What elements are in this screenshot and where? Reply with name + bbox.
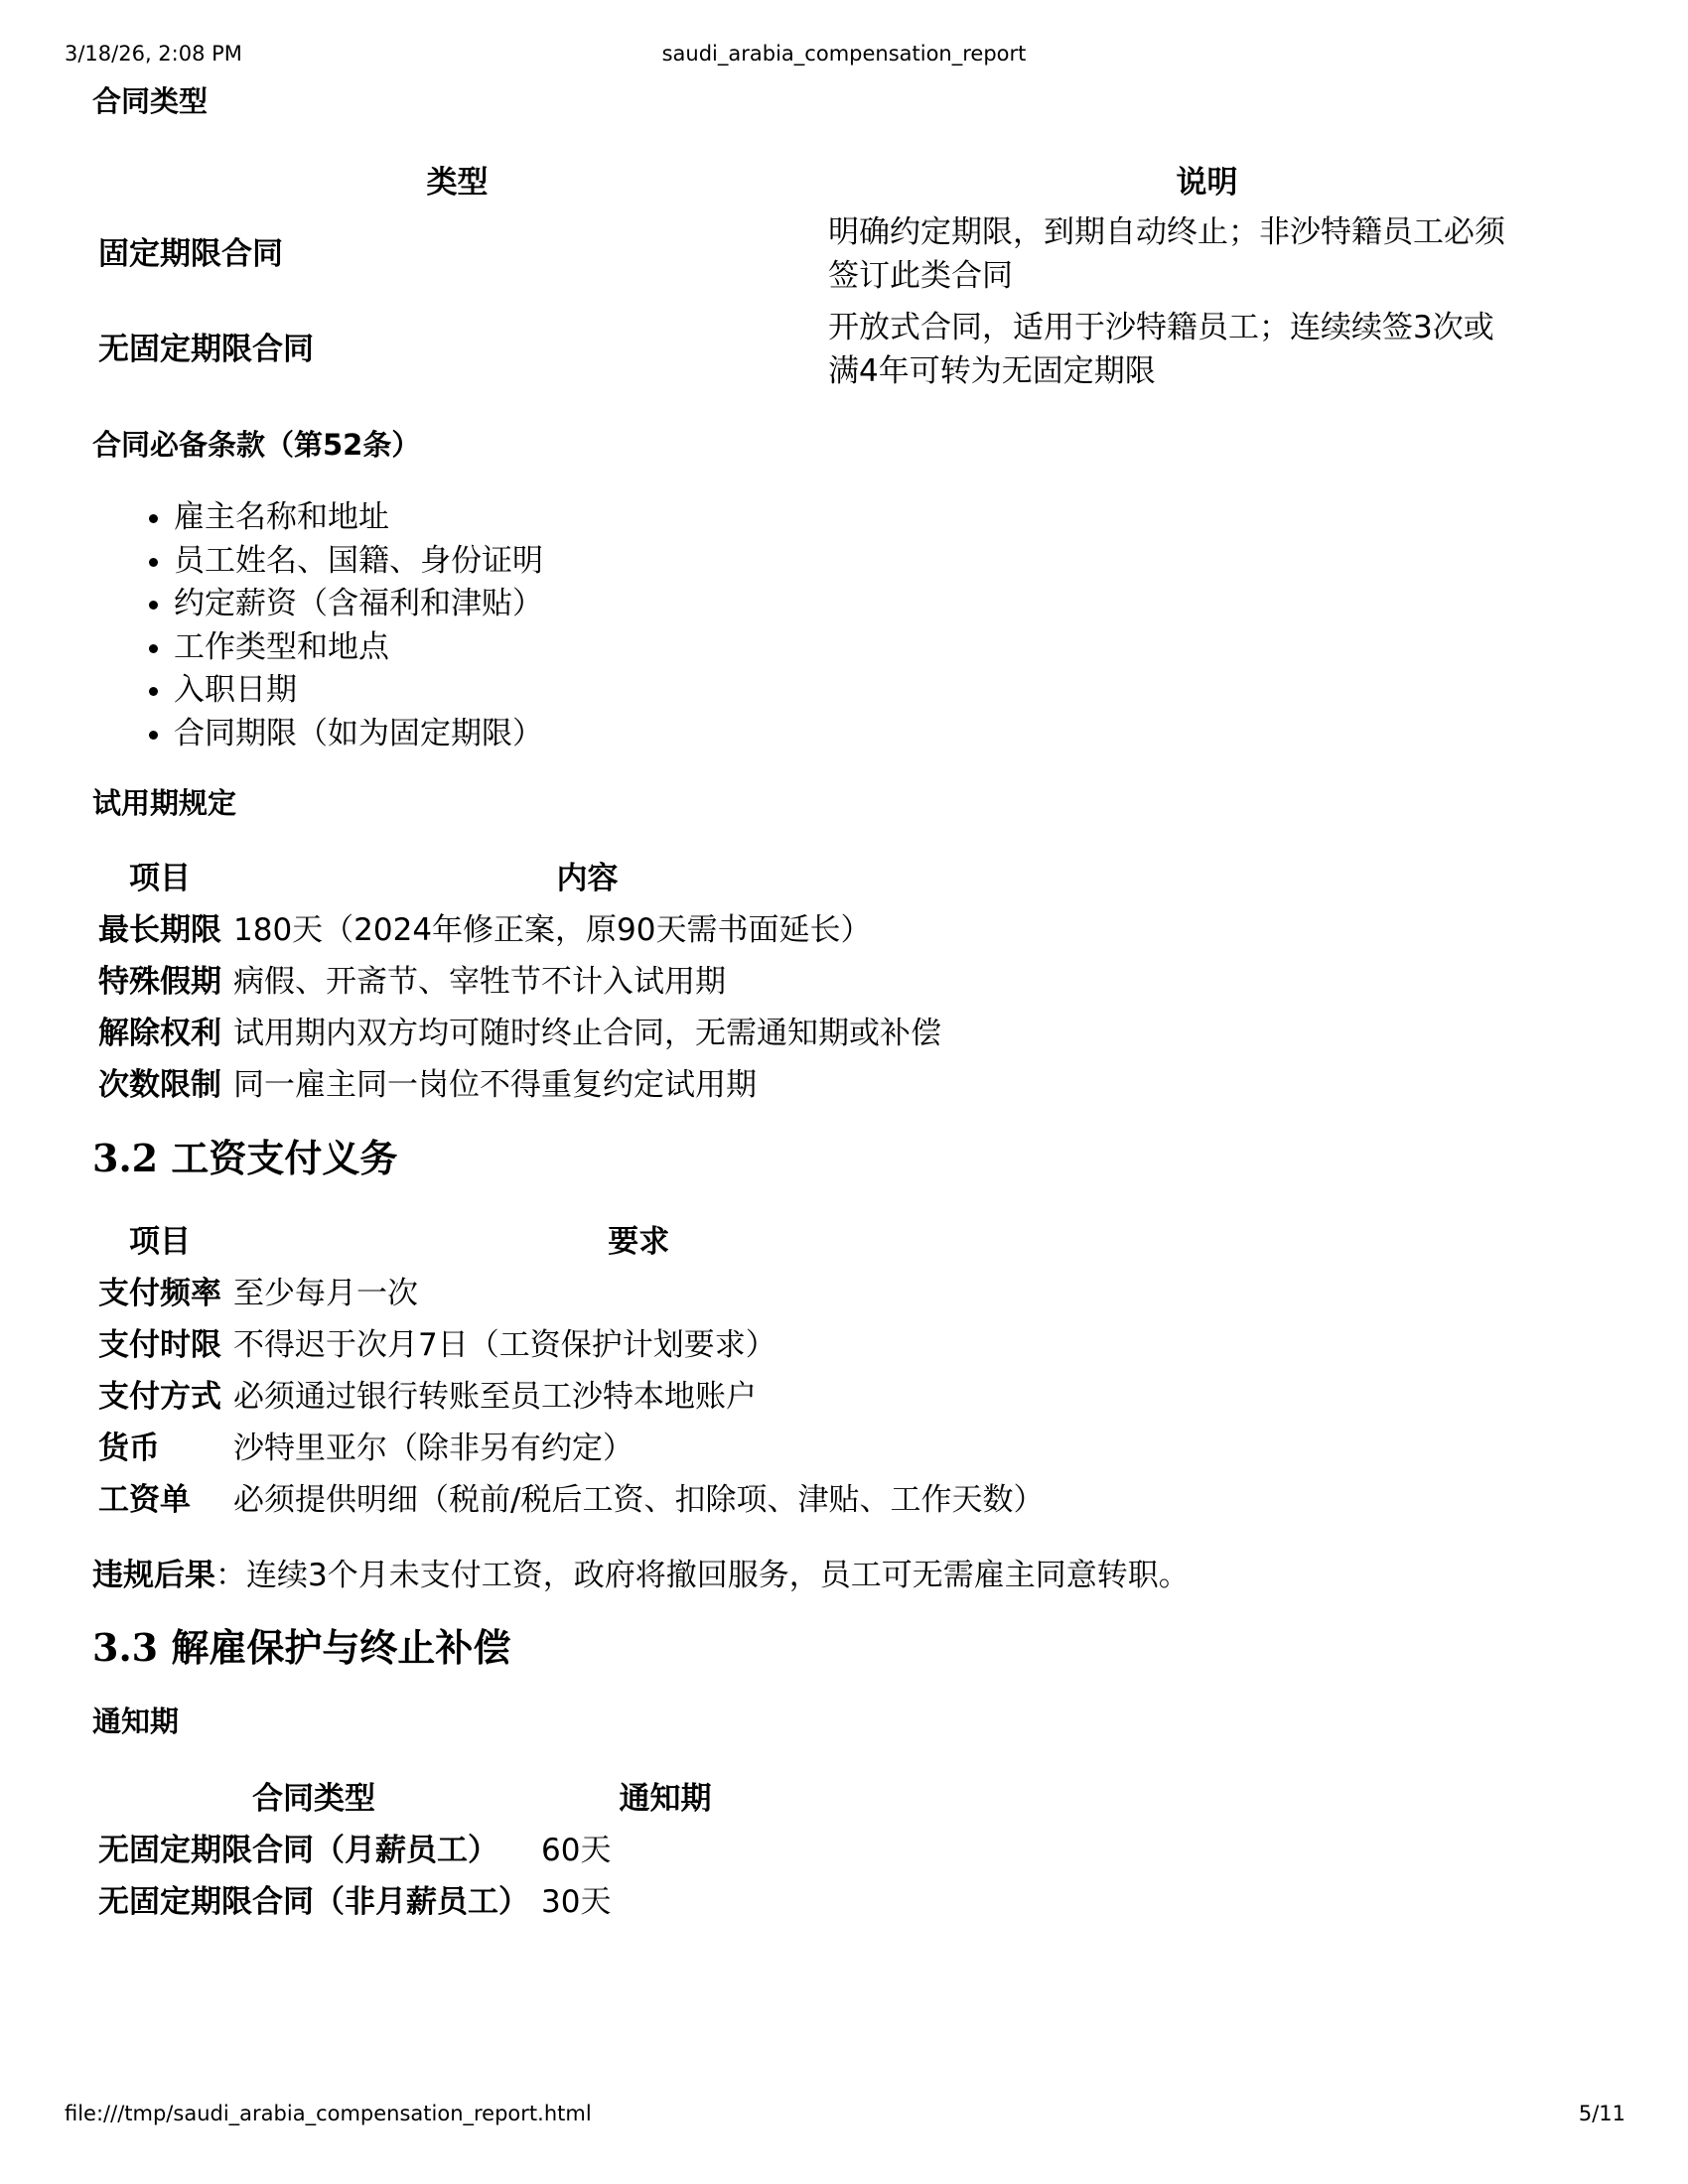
contract-type-cell: 无固定期限合同 (98, 332, 314, 367)
column-header: 项目 (129, 860, 191, 896)
list-item: • 合同期限（如为固定期限） (174, 713, 1602, 756)
table-row (92, 1315, 1050, 1367)
notice-period-table (92, 1769, 795, 1924)
item-cell: 货币 (98, 1430, 160, 1466)
table-row (92, 302, 1592, 397)
dismissal-heading: 3.3 解雇保护与终止补偿 (92, 1625, 511, 1670)
print-datetime: 3/18/26, 2:08 PM (65, 42, 242, 66)
requirement-cell: 必须提供明细（税前/税后工资、扣除项、津贴、工作天数） (233, 1481, 1045, 1518)
table-row (92, 1470, 1050, 1522)
table-header-row (92, 849, 947, 900)
contract-type-cell: 无固定期限合同（月薪员工） (98, 1832, 498, 1868)
table-row (92, 206, 1592, 302)
item-cell: 最长期限 (98, 911, 221, 948)
column-header: 内容 (556, 860, 619, 896)
table-row (92, 900, 947, 952)
list-item: • 雇主名称和地址 (174, 496, 1602, 540)
contract-types-heading: 合同类型 (92, 84, 209, 118)
document-content (92, 79, 1602, 1924)
contract-desc-cell (822, 302, 1592, 397)
content-cell: 180天（2024年修正案，原90天需书面延长） (233, 911, 872, 948)
desc-line: 满4年可转为无固定期限 (828, 353, 1156, 389)
item-cell: 支付方式 (98, 1378, 221, 1415)
table-header-row (92, 1769, 795, 1821)
notice-period-cell: 60天 (541, 1832, 612, 1868)
table-row (92, 1004, 947, 1055)
table-row (92, 1264, 1050, 1315)
list-item: • 员工姓名、国籍、身份证明 (174, 540, 1602, 584)
item-cell: 支付时限 (98, 1326, 221, 1363)
item-cell: 特殊假期 (98, 963, 221, 1000)
contract-desc-cell (822, 206, 1592, 302)
content-cell: 同一雇主同一岗位不得重复约定试用期 (233, 1066, 757, 1103)
column-header: 类型 (426, 164, 489, 201)
table-row (92, 1821, 795, 1872)
table-row (92, 1419, 1050, 1470)
contract-types-table (92, 151, 1592, 397)
print-url: file:///tmp/saudi_arabia_compensation_report.html (65, 2102, 592, 2125)
column-header: 通知期 (619, 1780, 712, 1817)
requirement-cell: 不得迟于次月7日（工资保护计划要求） (233, 1326, 776, 1363)
column-header: 合同类型 (252, 1780, 375, 1817)
contract-type-cell: 无固定期限合同（非月薪员工） (98, 1883, 529, 1920)
requirement-cell: 必须通过银行转账至员工沙特本地账户 (233, 1378, 757, 1415)
desc-line: 签订此类合同 (828, 258, 1014, 294)
required-terms-heading: 合同必备条款（第52条） (92, 428, 421, 462)
item-cell: 解除权利 (98, 1015, 221, 1051)
desc-line: 开放式合同，适用于沙特籍员工；连续续签3次或 (828, 310, 1494, 345)
table-row (92, 1055, 947, 1107)
column-header: 说明 (1176, 164, 1238, 201)
wage-payment-heading: 3.2 工资支付义务 (92, 1136, 398, 1180)
requirement-cell: 沙特里亚尔（除非另有约定） (233, 1430, 633, 1466)
desc-line: 明确约定期限，到期自动终止；非沙特籍员工必须 (828, 214, 1506, 250)
wage-payment-table (92, 1212, 1050, 1522)
table-row (92, 1367, 1050, 1419)
item-cell: 支付频率 (98, 1275, 221, 1311)
required-terms-list (92, 496, 1602, 755)
probation-heading: 试用期规定 (92, 786, 237, 820)
table-header-row (92, 1212, 1050, 1264)
table-row (92, 1872, 795, 1924)
violation-text: ：连续3个月未支付工资，政府将撤回服务，员工可无需雇主同意转职。 (215, 1558, 1190, 1593)
column-header: 项目 (129, 1223, 191, 1260)
notice-period-cell: 30天 (541, 1883, 612, 1920)
list-item: • 工作类型和地点 (174, 626, 1602, 670)
table-header-row (92, 151, 1592, 206)
list-item: • 入职日期 (174, 669, 1602, 713)
table-row (92, 952, 947, 1004)
probation-table (92, 849, 947, 1107)
column-header: 要求 (608, 1223, 670, 1260)
violation-label: 违规后果 (92, 1558, 215, 1593)
item-cell: 次数限制 (98, 1066, 221, 1103)
item-cell: 工资单 (98, 1481, 191, 1518)
notice-period-heading: 通知期 (92, 1705, 180, 1738)
content-cell: 病假、开斋节、宰牲节不计入试用期 (233, 963, 726, 1000)
page-number: 5/11 (1578, 2102, 1625, 2125)
requirement-cell: 至少每月一次 (233, 1275, 418, 1311)
list-item: • 约定薪资（含福利和津贴） (174, 583, 1602, 626)
violation-paragraph (92, 1550, 1602, 1594)
print-doc-title: saudi_arabia_compensation_report (661, 42, 1027, 66)
contract-type-cell: 固定期限合同 (98, 236, 283, 272)
content-cell: 试用期内双方均可随时终止合同，无需通知期或补偿 (233, 1015, 941, 1051)
